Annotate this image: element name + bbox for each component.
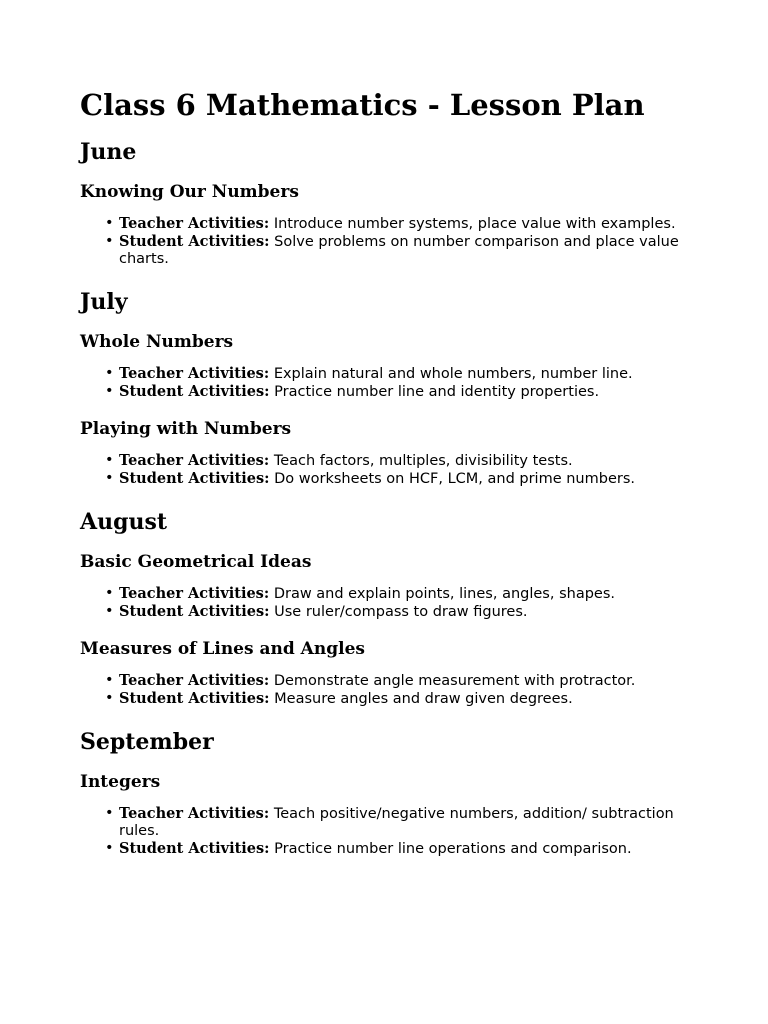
teacher-activity-label: Teacher Activities: bbox=[119, 805, 270, 822]
month-section-september bbox=[80, 728, 690, 858]
topic-heading: Knowing Our Numbers bbox=[80, 182, 299, 202]
activity-list bbox=[80, 452, 690, 488]
teacher-activity-text: Teach factors, multiples, divisibility tests. bbox=[273, 453, 573, 469]
topic-heading: Playing with Numbers bbox=[80, 419, 292, 439]
student-activity-label: Student Activities: bbox=[119, 470, 270, 487]
topic-block bbox=[80, 551, 690, 621]
month-section-august bbox=[80, 508, 690, 708]
student-activity-text: Do worksheets on HCF, LCM, and prime numbers. bbox=[274, 471, 635, 487]
month-heading: August bbox=[80, 509, 167, 535]
topic-heading: Integers bbox=[80, 772, 161, 792]
month-heading: June bbox=[80, 139, 137, 165]
page-title: Class 6 Mathematics - Lesson Plan bbox=[80, 88, 645, 122]
teacher-activity-text: Demonstrate angle measurement with protractor. bbox=[273, 673, 636, 689]
student-activity-label: Student Activities: bbox=[119, 383, 270, 400]
student-activity-item bbox=[119, 690, 690, 708]
student-activity-label: Student Activities: bbox=[119, 603, 270, 620]
teacher-activity-label: Teacher Activities: bbox=[119, 672, 270, 689]
student-activity-text: Solve problems on number comparison and place value charts. bbox=[119, 234, 679, 267]
topic-block bbox=[80, 771, 690, 858]
topic-heading: Basic Geometrical Ideas bbox=[80, 552, 312, 572]
teacher-activity-label: Teacher Activities: bbox=[119, 585, 270, 602]
student-activity-label: Student Activities: bbox=[119, 233, 270, 250]
activity-list bbox=[80, 215, 690, 268]
teacher-activity-text: Introduce number systems, place value with examples. bbox=[273, 216, 676, 232]
student-activity-label: Student Activities: bbox=[119, 690, 270, 707]
student-activity-item bbox=[119, 603, 690, 621]
topic-heading: Measures of Lines and Angles bbox=[80, 639, 365, 659]
student-activity-label: Student Activities: bbox=[119, 840, 270, 857]
teacher-activity-label: Teacher Activities: bbox=[119, 452, 270, 469]
activity-list bbox=[80, 672, 690, 708]
teacher-activity-label: Teacher Activities: bbox=[119, 215, 270, 232]
month-heading: July bbox=[80, 289, 128, 315]
student-activity-text: Use ruler/compass to draw figures. bbox=[274, 604, 528, 620]
student-activity-item bbox=[119, 383, 690, 401]
student-activity-item bbox=[119, 840, 690, 858]
lesson-plan-document bbox=[80, 86, 690, 858]
teacher-activity-text: Explain natural and whole numbers, number line. bbox=[273, 366, 633, 382]
teacher-activity-item bbox=[119, 585, 690, 603]
student-activity-text: Practice number line operations and comparison. bbox=[274, 841, 632, 857]
topic-block bbox=[80, 418, 690, 488]
student-activity-text: Practice number line and identity properties. bbox=[274, 384, 600, 400]
month-heading: September bbox=[80, 729, 214, 755]
teacher-activity-text: Teach positive/negative numbers, addition/ subtraction rules. bbox=[119, 806, 674, 839]
student-activity-item bbox=[119, 470, 690, 488]
teacher-activity-item bbox=[119, 672, 690, 690]
teacher-activity-item bbox=[119, 805, 690, 840]
teacher-activity-item bbox=[119, 365, 690, 383]
activity-list bbox=[80, 585, 690, 621]
activity-list bbox=[80, 365, 690, 401]
student-activity-item bbox=[119, 233, 690, 268]
teacher-activity-text: Draw and explain points, lines, angles, shapes. bbox=[273, 586, 615, 602]
student-activity-text: Measure angles and draw given degrees. bbox=[274, 691, 573, 707]
month-section-july bbox=[80, 288, 690, 488]
teacher-activity-label: Teacher Activities: bbox=[119, 365, 270, 382]
topic-block bbox=[80, 638, 690, 708]
activity-list bbox=[80, 805, 690, 858]
month-section-june bbox=[80, 138, 690, 268]
teacher-activity-item bbox=[119, 452, 690, 470]
topic-block bbox=[80, 331, 690, 401]
teacher-activity-item bbox=[119, 215, 690, 233]
topic-heading: Whole Numbers bbox=[80, 332, 234, 352]
topic-block bbox=[80, 181, 690, 268]
